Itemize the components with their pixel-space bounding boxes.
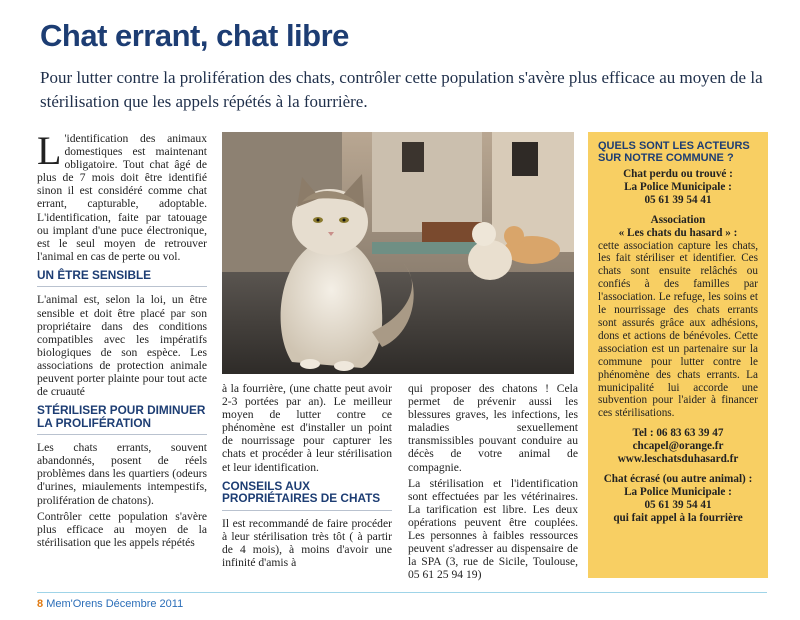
cat-photo: [222, 132, 574, 374]
cats-in-street-image: [222, 132, 574, 374]
intro-paragraph: L 'identification des animaux domestiques est maintenant obligatoire. Tout chat âgé de plus de 7 mois doit être identifié sinon il est considéré comme chat errant, capturable, adoptable. L'identification, faite par tatouage ou implant d'une puce électronique, est le seul moyen de retrouver l'animal en cas de perte ou vol.: [37, 128, 207, 263]
paragraph-veterinaires: La stérilisation et l'identification sont effectuées par les vétérinaires. La tarification est libre. Les deux opérations peuvent être couplées. Les personnes à faibles ressources peuvent s'adresser au dispensaire de la SPA (3, rue de Sicile, Toulouse, 05 61 25 94 19): [408, 476, 578, 582]
publication-name: Mem'Orens Décembre 2011: [46, 598, 184, 610]
association-website[interactable]: www.leschatsduhasard.fr: [617, 453, 739, 466]
police-label-2: La Police Municipale :: [624, 485, 732, 498]
police-phone-2: 05 61 39 54 41: [644, 498, 712, 511]
paragraph-steriliser-1: Les chats errants, souvent abandonnés, posent de réels problèmes dans les quartiers (odeurs d'urines, miaulements intempestifs, prolifération de chatons).: [37, 441, 207, 507]
heading-steriliser: STÉRILISER POUR DIMINUER LA PROLIFÉRATION: [37, 403, 206, 430]
association-description: cette association capture les chats, les fait stériliser et identifier. Ces chats sont ensuite relâchés ou confiés à des familles par l'association. Le refuge, les soins et le nourrissage des chats errants sont assurés grâce aux adhésions, dons et actions de bénévoles. Cette association est un partenaire sur la commune pour lutter contre le phénomène des chats errants. La municipalité lui accorde une subvention pour l'aider à financer ces stérilisations.: [598, 239, 758, 420]
divider: [37, 286, 207, 287]
column-2: [222, 382, 392, 572]
heading-sensible: UN ÊTRE SENSIBLE: [37, 267, 152, 282]
column-1: [37, 128, 207, 552]
sidebar-title: QUELS SONT LES ACTEURS SUR NOTRE COMMUNE ?: [598, 140, 750, 164]
page-number: 8: [37, 598, 44, 610]
association-email[interactable]: chcapel@orange.fr: [632, 440, 724, 453]
footer: [37, 598, 183, 610]
association-name: « Les chats du hasard » :: [618, 226, 738, 239]
police-phone: 05 61 39 54 41: [644, 193, 712, 206]
drop-cap: L: [37, 128, 62, 173]
divider: [37, 434, 207, 435]
column-3: [408, 382, 578, 584]
article-lead: Pour lutter contre la prolifération des chats, contrôler cette population s'avère plus efficace au moyen de la stérilisation que les appels répétés à la fourrière.: [40, 68, 763, 111]
pound-text: qui fait appel à la fourrière: [613, 511, 743, 524]
paragraph-sensible: L'animal est, selon la loi, un être sensible et doit être placé par son propriétaire dans des conditions compatibles avec les impératifs biologiques de son espèce. Les associations de protection animale peuvent porter plainte pour tout acte de cruauté: [37, 293, 207, 399]
paragraph-chatons: qui proposer des chatons ! Cela permet de prévenir aussi les blessures graves, les infections, les maladies sexuellement transmissibles pouvant conduire au décès de votre animal de compagnie.: [408, 382, 578, 474]
footer-rule: [37, 592, 767, 593]
paragraph-steriliser-2: Contrôler cette population s'avère plus efficace au moyen de la stérilisation que les appels répétés: [37, 509, 207, 549]
crushed-animal-label: Chat écrasé (ou autre animal) :: [603, 472, 753, 485]
association-label: Association: [650, 213, 706, 226]
association-phone: Tel : 06 83 63 39 47: [632, 427, 724, 440]
heading-conseils: CONSEILS AUX PROPRIÉTAIRES DE CHATS: [222, 478, 381, 506]
police-label: La Police Municipale :: [624, 180, 732, 193]
article-title: Chat errant, chat libre: [40, 18, 349, 53]
lost-cat-label: Chat perdu ou trouvé :: [623, 168, 733, 180]
divider: [222, 510, 392, 511]
paragraph-fourriere: à la fourrière, (une chatte peut avoir 2-3 portées par an). Le meilleur moyen de lutter contre ce phénomène est d'installer un point de nourrissage pour capturer les chats et procéder à leur stérilisation et leur identification.: [222, 382, 392, 474]
paragraph-conseils: Il est recommandé de faire procéder à leur stérilisation très tôt ( à partir de 4 mois), à moins d'avoir une infinité d'amis à: [222, 516, 392, 569]
actors-sidebar: [588, 132, 768, 578]
